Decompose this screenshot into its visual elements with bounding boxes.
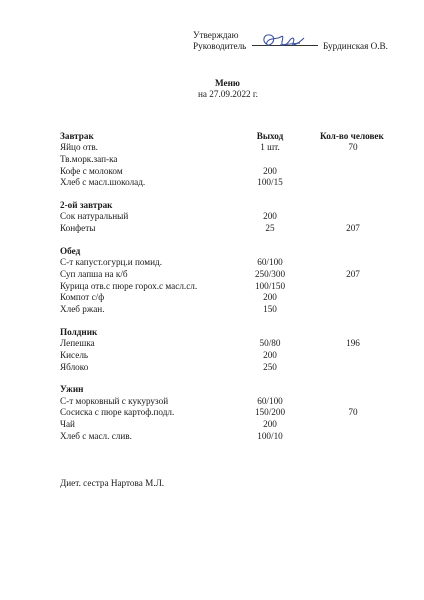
approver-name: Бурдинская О.В.	[323, 41, 388, 51]
menu-item-name: Лепешка	[60, 338, 95, 348]
menu-item-name: Суп лапша на к/б	[60, 269, 128, 279]
menu-item-name: Чай	[60, 419, 75, 429]
section-heading-lunch: Обед	[60, 246, 81, 256]
section-people-count: 196	[346, 338, 360, 348]
signature-mark	[260, 30, 310, 52]
menu-item-name: Яблоко	[60, 362, 89, 372]
menu-item-name: С-т капуст.огурц.и помид.	[60, 257, 163, 267]
menu-item-output: 50/80	[259, 338, 281, 348]
menu-item-output: 25	[265, 223, 275, 233]
section-heading-dinner: Ужин	[60, 384, 84, 394]
column-header-output: Выход	[256, 131, 284, 141]
menu-item-name: С-т морковный с кукурузой	[60, 396, 169, 406]
menu-item-name: Кисель	[60, 350, 89, 360]
menu-item-output: 200	[263, 350, 277, 360]
menu-item-name: Кофе с молоком	[60, 166, 123, 176]
menu-item-output: 60/100	[257, 257, 283, 267]
menu-item-output: 150/200	[254, 407, 286, 417]
menu-date: на 27.09.2022 г.	[198, 89, 258, 99]
menu-item-name: Хлеб с масл.шоколад.	[60, 177, 146, 187]
menu-item-output: 200	[263, 211, 277, 221]
column-header-people: Кол-во человек	[320, 131, 384, 141]
menu-item-output: 100/10	[257, 431, 283, 441]
menu-item-output: 200	[263, 292, 277, 302]
menu-item-output: 250/300	[254, 269, 286, 279]
menu-item-output: 150	[263, 304, 277, 314]
menu-title: Меню	[215, 78, 240, 88]
section-heading-second-breakfast: 2-ой завтрак	[60, 200, 113, 210]
menu-item-name: Сок натуральный	[60, 211, 129, 221]
menu-item-output: 100/150	[254, 281, 286, 291]
section-people-count: 70	[348, 142, 358, 152]
approval-line-1: Утверждаю	[193, 30, 239, 40]
section-heading-breakfast: Завтрак	[60, 131, 94, 141]
menu-item-name: Яйцо отв.	[60, 142, 98, 152]
menu-item-name: Сосиска с пюре картоф.подл.	[60, 407, 175, 417]
section-people-count: 207	[346, 269, 360, 279]
dietitian-signature: Диет. сестра Нартова М.Л.	[60, 478, 165, 488]
menu-item-name: Конфеты	[60, 223, 96, 233]
menu-item-name: Хлеб с масл. слив.	[60, 431, 132, 441]
approval-line-2: Руководитель	[193, 41, 247, 51]
menu-item-name: Компот с/ф	[60, 292, 105, 302]
menu-item-name: Тв.морк.зап-ка	[60, 154, 118, 164]
menu-item-output: 60/100	[257, 396, 283, 406]
menu-item-output: 100/15	[257, 177, 283, 187]
menu-item-output: 250	[263, 362, 277, 372]
menu-item-output: 1 шт.	[260, 142, 280, 152]
menu-item-output: 200	[263, 419, 277, 429]
section-heading-afternoon-snack: Полдник	[60, 327, 98, 337]
menu-item-name: Курица отв.с пюре горох.с масл.сл.	[60, 281, 198, 291]
section-people-count: 70	[348, 407, 358, 417]
menu-item-output: 200	[263, 166, 277, 176]
menu-item-name: Хлеб ржан.	[60, 304, 105, 314]
section-people-count: 207	[346, 223, 360, 233]
